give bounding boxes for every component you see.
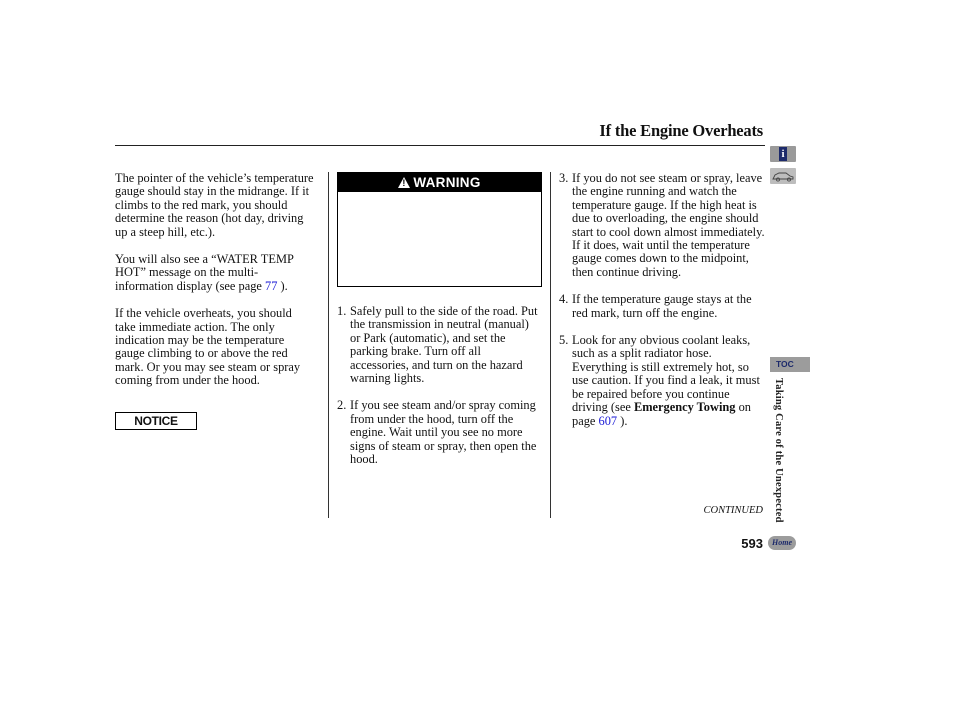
step-text: Safely pull to the side of the road. Put the transmission in neutral (manual) or Park (automatic), and set the parking brake. Turn off all accessories, and turn on the hazard warning lights. [350,304,538,386]
water-temp-text: You will also see a “WATER TEMP HOT” message on the multi-information display (see page [115,252,294,293]
notice-box: NOTICE [115,412,197,430]
overheat-paragraph: If the vehicle overheats, you should take immediate action. The only indication may be the temperature gauge climbing to or above the red mark. Or you may see steam or spray coming from under the hood. [115,306,301,388]
step-number: 2. [337,398,347,413]
info-tab[interactable] [770,146,796,162]
water-temp-paragraph [115,253,315,293]
step-number: 3. [559,171,569,185]
warning-triangle-icon [398,177,410,188]
step-text: If you do not see steam or spray, leave the engine running and watch the temperature gauge. If the high heat is due to overloading, the engine should start to cool down almost immediately. If it does, wait until the temperature gauge comes down to the midpoint, then continue driving. [572,171,765,279]
step-number: 4. [559,292,569,307]
toc-button[interactable]: TOC [770,357,810,372]
home-button[interactable]: Home [768,536,796,550]
step-1 [337,305,542,385]
warning-box [337,172,542,287]
warning-label: WARNING [413,175,481,190]
info-icon: i [779,147,787,161]
title-rule [115,145,765,146]
step-text: ). [617,413,628,428]
step-text: Look for any obvious coolant leaks, such as a split radiator hose. Everything is still extremely hot, so use caution. If you find a leak, it must be repaired before you continue driving (see [572,333,760,415]
water-temp-text-end: ). [277,278,288,293]
step-number: 1. [337,304,347,318]
intro-paragraph: The pointer of the vehicle’s temperature gauge should stay in the midrange. If it climbs to the red mark, you should determine the reason (hot day, driving up a steep hill, etc.). [115,171,314,239]
column-divider-1 [328,172,329,518]
page-link-607[interactable]: 607 [598,413,618,428]
column-3 [559,172,767,442]
step-text: If the temperature gauge stays at the red mark, turn off the engine. [572,292,752,320]
emergency-towing-ref: Emergency Towing [633,400,736,415]
continued-label: CONTINUED [703,505,763,516]
step-text: on page [572,400,751,428]
step-3 [559,172,767,279]
step-5 [559,334,767,428]
column-1 [115,172,315,402]
page-number: 593 [741,536,763,551]
page-link-77[interactable]: 77 [265,278,278,293]
column-2 [337,305,542,480]
step-4 [559,293,767,320]
car-icon [770,168,796,184]
step-2 [337,399,542,466]
step-number: 5. [559,333,569,348]
step-text: If you see steam and/or spray coming from under the hood, turn off the engine. Wait until you see no more signs of steam or spray, then open the hood. [350,398,537,467]
section-label: Taking Care of the Unexpected [773,378,784,523]
car-tab[interactable] [770,168,796,184]
warning-header [338,173,541,192]
column-divider-2 [550,172,551,518]
page-title: If the Engine Overheats [599,121,763,140]
